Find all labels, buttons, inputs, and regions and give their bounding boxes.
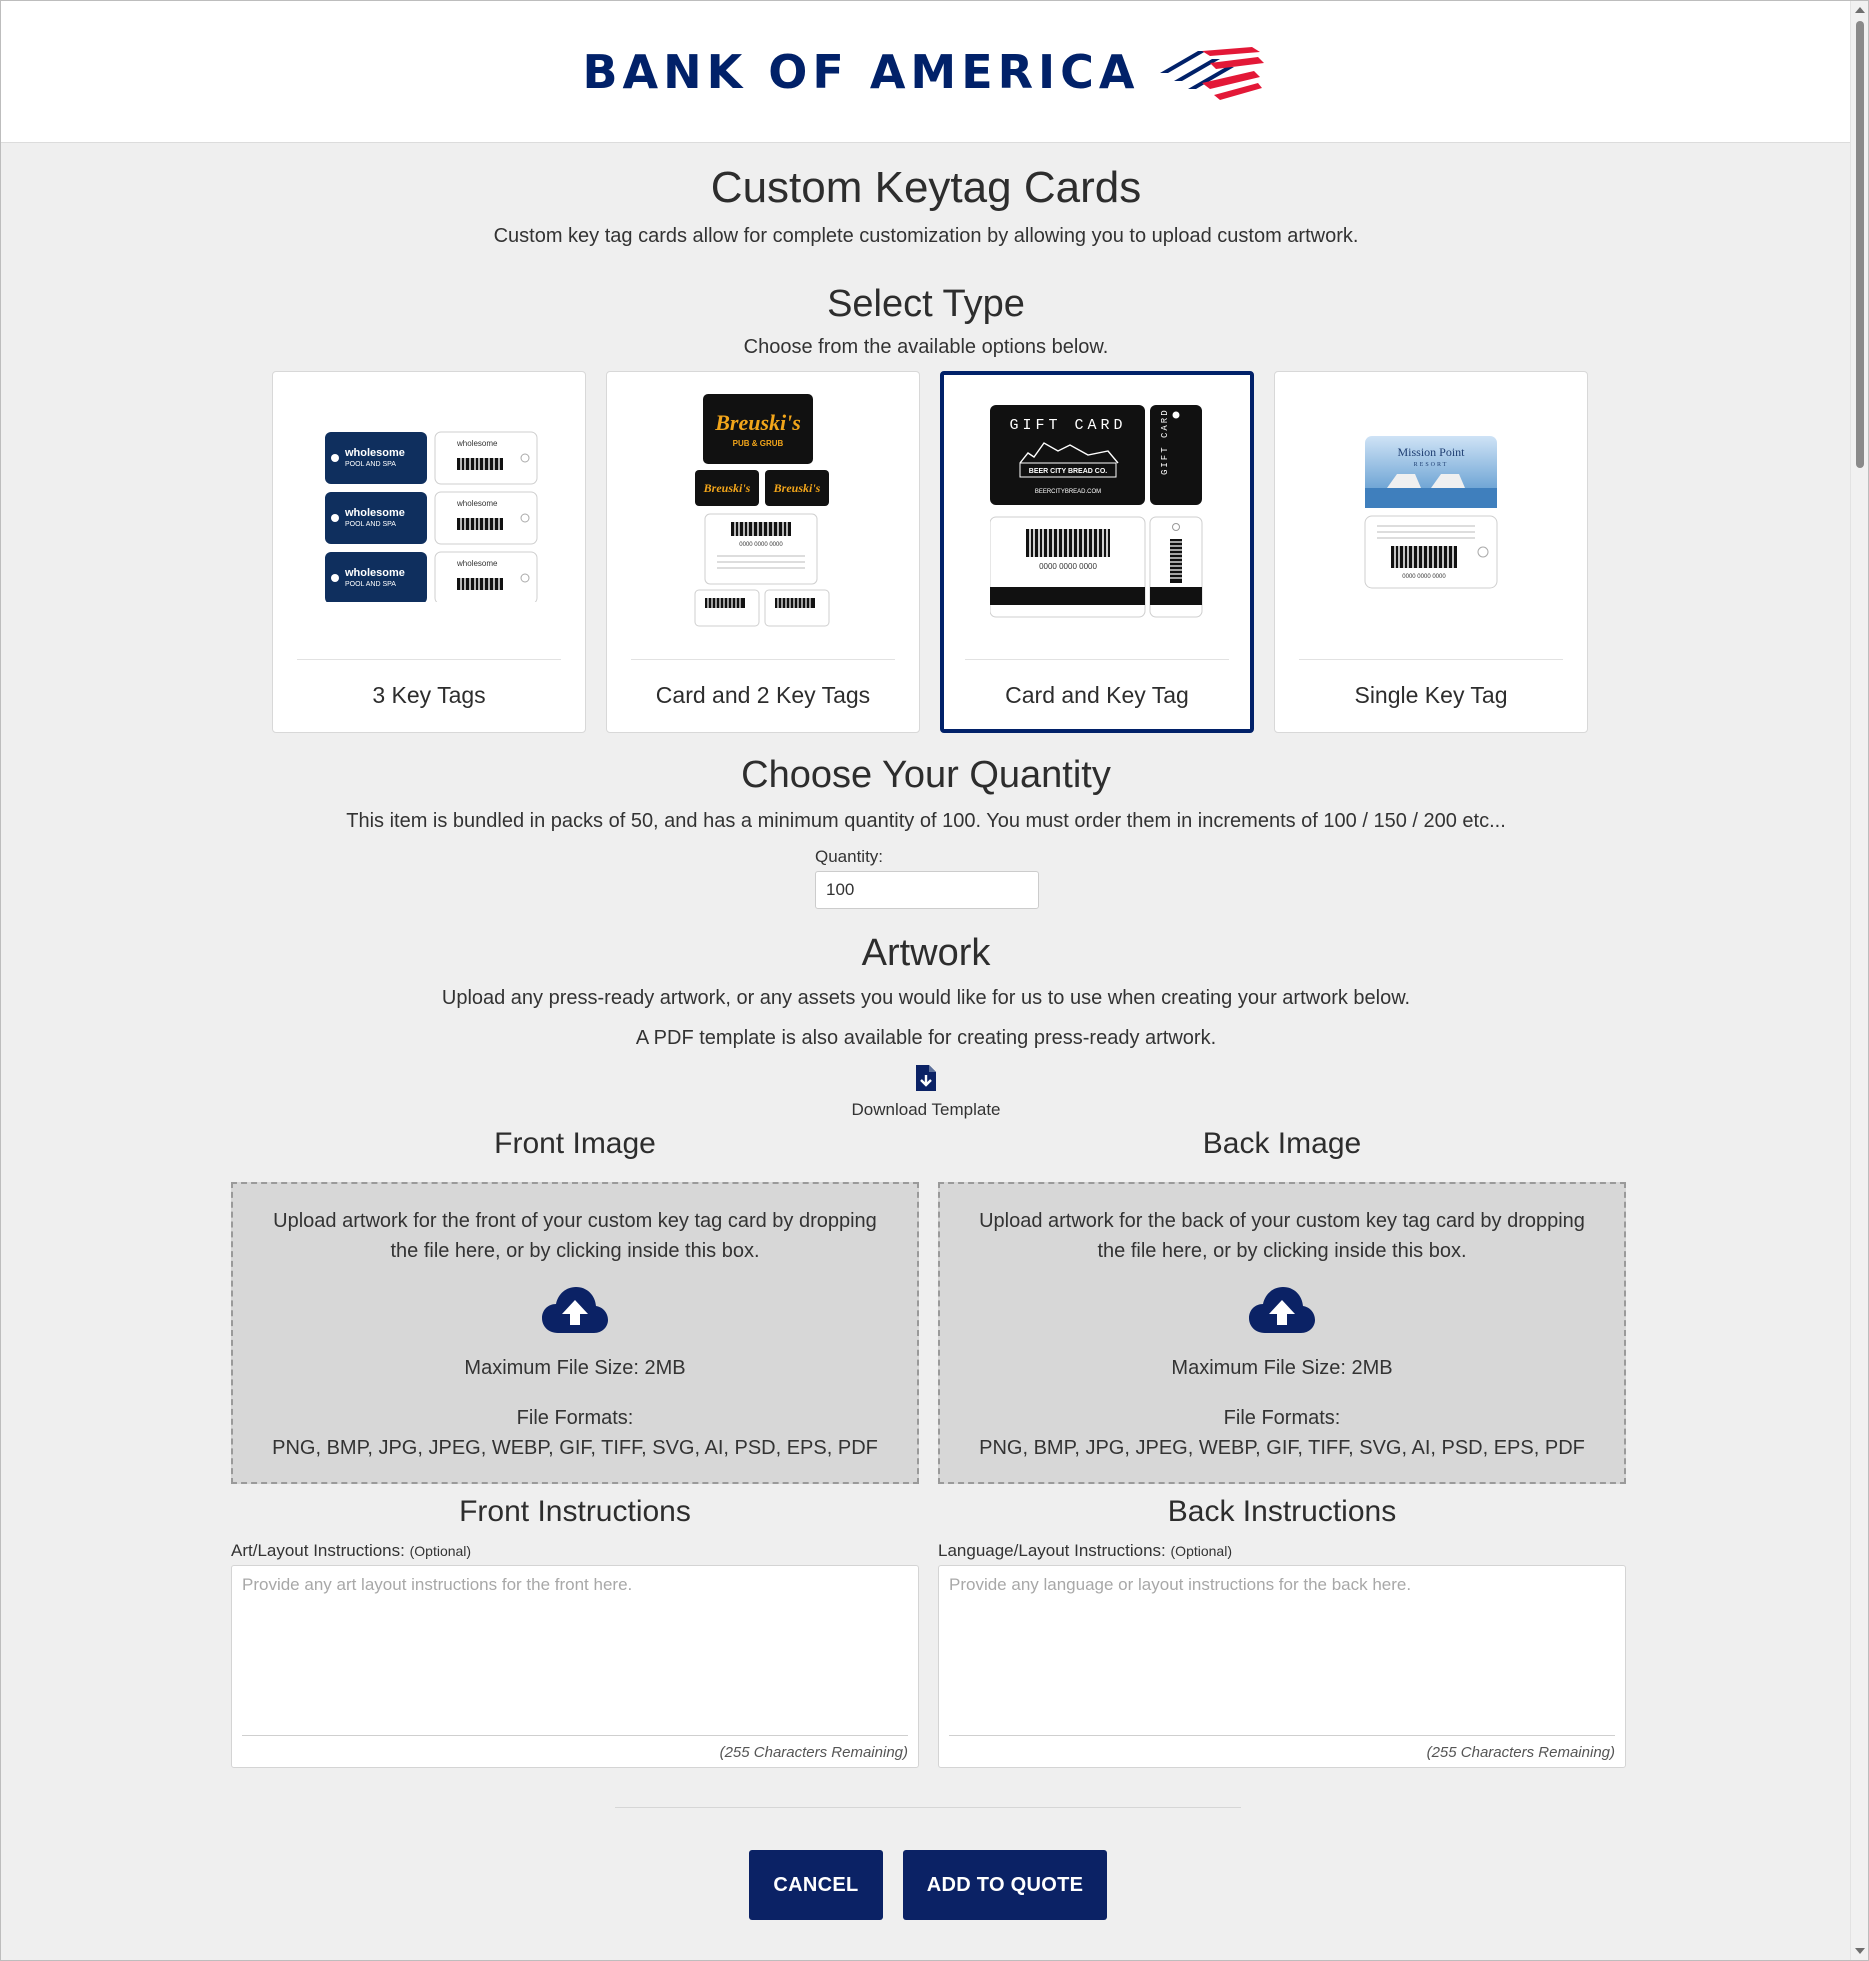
svg-text:Mission Point: Mission Point — [1397, 444, 1465, 459]
back-instructions-textarea[interactable] — [939, 1566, 1625, 1736]
download-template-label[interactable]: Download Template — [851, 1100, 1001, 1119]
card-divider — [1299, 659, 1563, 660]
back-instructions-box — [938, 1565, 1626, 1768]
svg-text:wholesome: wholesome — [457, 438, 498, 448]
back-image-title: Back Image — [1202, 1127, 1362, 1160]
max-file-size: Maximum File Size: 2MB — [464, 1357, 686, 1379]
quantity-input[interactable] — [815, 871, 1039, 909]
svg-text:wholesome: wholesome — [345, 506, 405, 519]
svg-text:GIFT CARD: GIFT CARD — [1008, 416, 1127, 434]
back-instructions-title: Back Instructions — [1167, 1495, 1397, 1528]
artwork-description: Upload any press-ready artwork, or any assets you would like for us to use when creating your artwork below. — [441, 987, 1411, 1009]
svg-text:Breuski's: Breuski's — [703, 481, 751, 495]
svg-text:GIFT CARD: GIFT CARD — [1159, 407, 1170, 475]
file-formats-label: File Formats: — [1223, 1407, 1341, 1429]
page-subtitle: Custom key tag cards allow for complete customization by allowing you to upload custom artwork. — [493, 225, 1359, 247]
option-single-key-tag[interactable] — [1274, 371, 1588, 733]
page-header — [1, 163, 1851, 213]
svg-text:wholesome: wholesome — [345, 566, 405, 579]
front-instructions-textarea[interactable] — [232, 1566, 918, 1736]
svg-text:PUB & GRUB: PUB & GRUB — [732, 439, 784, 448]
single-key-tag-image — [1299, 394, 1563, 629]
card-and-2-key-tags-image — [631, 394, 895, 629]
option-label: Card and Key Tag — [1005, 682, 1189, 708]
flag-icon — [1154, 43, 1264, 101]
cancel-button[interactable]: CANCEL — [749, 1850, 883, 1920]
file-formats: PNG, BMP, JPG, JPEG, WEBP, GIF, TIFF, SVG, AI, PSD, EPS, PDF — [272, 1437, 878, 1459]
dropzone-text: Upload artwork for the back of your custom key tag card by dropping the file here, or by clicking inside this box. — [979, 1210, 1585, 1262]
artwork-heading: Artwork — [861, 932, 991, 974]
template-description: A PDF template is also available for creating press-ready artwork. — [635, 1027, 1217, 1049]
svg-text:RESORT: RESORT — [1413, 461, 1449, 468]
front-image-dropzone[interactable] — [231, 1182, 919, 1484]
optional-label: (Optional) — [409, 1543, 472, 1559]
card-divider — [965, 659, 1229, 660]
scroll-up-arrow-icon[interactable] — [1855, 7, 1865, 13]
front-instructions-label — [231, 1541, 471, 1561]
download-template[interactable] — [1, 1065, 1851, 1120]
type-options — [272, 371, 1588, 733]
option-card-and-2-key-tags[interactable] — [606, 371, 920, 733]
svg-text:0000 0000 0000: 0000 0000 0000 — [1038, 561, 1097, 571]
card-divider — [297, 659, 561, 660]
add-to-quote-button[interactable]: ADD TO QUOTE — [903, 1850, 1107, 1920]
file-download-icon[interactable] — [916, 1065, 936, 1091]
svg-text:Breuski's: Breuski's — [773, 481, 821, 495]
front-image-title: Front Image — [494, 1127, 656, 1160]
textarea-divider — [949, 1735, 1615, 1736]
dropzone-text: Upload artwork for the front of your custom key tag card by dropping the file here, or by clicking inside this box. — [273, 1210, 877, 1262]
file-formats: PNG, BMP, JPG, JPEG, WEBP, GIF, TIFF, SVG, AI, PSD, EPS, PDF — [979, 1437, 1585, 1459]
svg-text:0000 0000 0000: 0000 0000 0000 — [1402, 573, 1446, 580]
optional-label: (Optional) — [1170, 1543, 1232, 1559]
option-label: 3 Key Tags — [372, 682, 486, 708]
quantity-label: Quantity: — [815, 847, 884, 866]
option-label: Card and 2 Key Tags — [655, 682, 871, 708]
svg-text:wholesome: wholesome — [345, 446, 405, 459]
max-file-size: Maximum File Size: 2MB — [1171, 1357, 1393, 1379]
svg-text:0000 0000 0000: 0000 0000 0000 — [739, 542, 783, 548]
back-image-dropzone[interactable] — [938, 1182, 1626, 1484]
quantity-heading: Choose Your Quantity — [741, 754, 1111, 796]
scroll-down-arrow-icon[interactable] — [1855, 1948, 1865, 1954]
3-key-tags-image — [297, 394, 561, 629]
back-instructions-label-text: Language/Layout Instructions: — [938, 1541, 1166, 1560]
svg-text:POOL AND SPA: POOL AND SPA — [345, 460, 396, 468]
front-instructions-label-text: Art/Layout Instructions: — [231, 1541, 405, 1560]
scrollbar[interactable] — [1850, 1, 1868, 1960]
front-instructions-title: Front Instructions — [459, 1495, 691, 1528]
svg-text:POOL AND SPA: POOL AND SPA — [345, 580, 396, 588]
quantity-description: This item is bundled in packs of 50, and has a minimum quantity of 100. You must order them in increments of 100 / 150 / 200 etc... — [346, 810, 1506, 832]
cloud-upload-icon — [542, 1285, 608, 1335]
option-3-key-tags[interactable] — [272, 371, 586, 733]
svg-text:wholesome: wholesome — [457, 498, 498, 508]
bank-of-america-logo[interactable] — [582, 43, 1263, 101]
front-instructions-box — [231, 1565, 919, 1768]
option-card-and-key-tag[interactable] — [940, 371, 1254, 733]
svg-text:BEERCITYBREAD.COM: BEERCITYBREAD.COM — [1034, 488, 1101, 495]
option-label: Single Key Tag — [1354, 682, 1508, 708]
svg-text:Breuski's: Breuski's — [715, 410, 801, 435]
select-type-description: Choose from the available options below. — [743, 336, 1109, 358]
scrollbar-thumb[interactable] — [1856, 21, 1864, 468]
svg-text:POOL AND SPA: POOL AND SPA — [345, 520, 396, 528]
textarea-divider — [242, 1735, 908, 1736]
logo-text: BANK OF AMERICA — [582, 44, 1140, 99]
file-formats-label: File Formats: — [516, 1407, 634, 1429]
cloud-upload-icon — [1249, 1285, 1315, 1335]
card-divider — [631, 659, 895, 660]
characters-remaining: (255 Characters Remaining) — [1426, 1744, 1615, 1761]
header — [1, 1, 1851, 143]
characters-remaining: (255 Characters Remaining) — [719, 1744, 908, 1761]
card-and-key-tag-image — [968, 397, 1226, 632]
footer-divider — [615, 1807, 1241, 1808]
svg-text:BEER CITY BREAD CO.: BEER CITY BREAD CO. — [1028, 467, 1107, 475]
back-instructions-label — [938, 1541, 1232, 1561]
page-title: Custom Keytag Cards — [710, 163, 1142, 212]
svg-text:wholesome: wholesome — [457, 558, 498, 568]
select-type-heading: Select Type — [827, 283, 1025, 325]
